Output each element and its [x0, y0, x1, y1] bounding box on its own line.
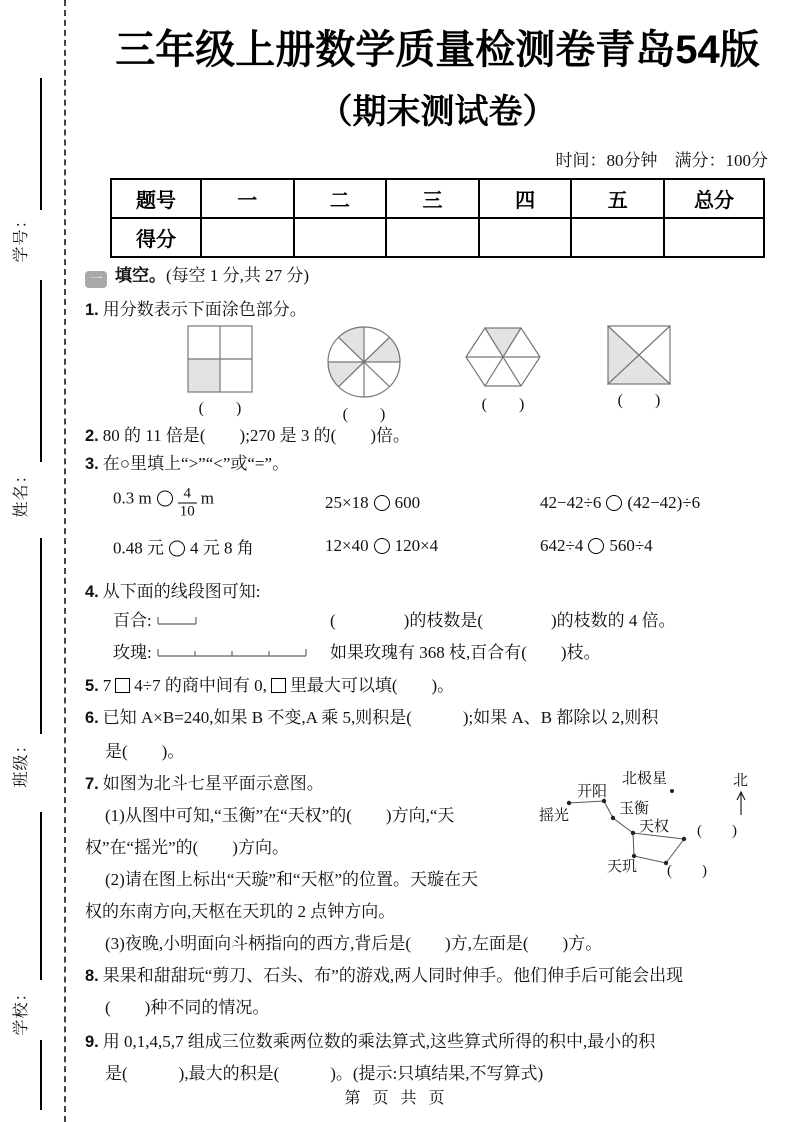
- square-diagonals-figure: [607, 325, 671, 385]
- page-title: 三年级上册数学质量检测卷青岛54版: [115, 28, 760, 72]
- question-number: 2.: [85, 427, 99, 445]
- comparison-row-2: [85, 529, 780, 563]
- score-table-header-cell: 题号: [111, 179, 201, 218]
- circle-eighths-figure: [325, 325, 403, 399]
- question-number: 1.: [85, 301, 99, 319]
- score-cell: [386, 218, 479, 257]
- score-cell: [664, 218, 764, 257]
- comparison-item: 12×40 120×4: [325, 536, 439, 555]
- comparison-item: 0.3 m $\frac{4}{10}$ m: [113, 485, 214, 520]
- question-number: 5.: [85, 677, 99, 695]
- comparison-item: 642÷4 560÷4: [540, 536, 653, 555]
- section-number-badge: 一: [85, 271, 107, 288]
- score-table-header-cell: 二: [294, 179, 387, 218]
- compare-circle: [606, 495, 622, 511]
- question-number: 8.: [85, 967, 99, 985]
- rose-label: 玫瑰:: [113, 643, 152, 662]
- answer-blank: ( ): [481, 396, 525, 413]
- binding-dashed-line: [64, 0, 66, 1122]
- question-6: [85, 705, 780, 731]
- question-number: 7.: [85, 775, 99, 793]
- score-table-score-row: [111, 218, 764, 257]
- north-star-dot: [670, 789, 674, 793]
- margin-rule-line: [40, 280, 42, 462]
- answer-blank: ( ): [342, 406, 386, 423]
- question-7-sub-1-cont: 权”在“摇光”的( )方向。: [85, 838, 289, 857]
- compare-circle: [374, 495, 390, 511]
- question-4: [85, 579, 780, 605]
- question-text: 用分数表示下面涂色部分。: [102, 300, 307, 319]
- unlabeled-star-blank: ( ): [697, 823, 737, 839]
- compare-circle: [169, 541, 185, 557]
- question-9: [85, 1029, 780, 1055]
- star-label-yuheng: 玉衡: [619, 801, 650, 817]
- score-cell: [571, 218, 664, 257]
- north-star-label: 北极星: [622, 771, 668, 787]
- q4-statement-1: ( )的枝数是( )的枝数的 4 倍。: [330, 611, 676, 630]
- page-subtitle: （期末测试卷）: [318, 93, 557, 131]
- score-table-header-cell: 总分: [664, 179, 764, 218]
- compare-circle: [374, 538, 390, 554]
- lily-label: 百合:: [113, 611, 152, 630]
- question-text: 已知 A×B=240,如果 B 不变,A 乘 5,则积是( );如果 A、B 都除以 2,则积: [102, 708, 659, 727]
- fraction-shape-circle-eighths: [325, 325, 403, 426]
- star-label-kaiyang: 开阳: [577, 784, 608, 800]
- star-label-yaoguang: 摇光: [539, 808, 570, 824]
- question-text: 果果和甜甜玩“剪刀、石头、布”的游戏,两人同时伸手。他们伸手后可能会出现: [102, 966, 684, 985]
- question-number: 6.: [85, 709, 99, 727]
- score-table: [110, 178, 765, 258]
- fraction-shape-square-quarters: [187, 325, 253, 420]
- exam-meta: 时间：80分钟 满分：100分: [555, 151, 768, 170]
- lily-segment: [156, 613, 200, 627]
- unlabeled-star-blank: ( ): [667, 863, 707, 879]
- question-text: 如图为北斗七星平面示意图。: [102, 774, 324, 793]
- score-table-header-cell: 五: [571, 179, 664, 218]
- score-row-label: 得分: [111, 218, 201, 257]
- line-diagram-lily: [85, 605, 780, 637]
- question-3: [85, 451, 780, 477]
- comparison-item: 0.48 元 4 元 8 角: [113, 538, 254, 558]
- rose-segment: [156, 645, 310, 659]
- question-5: 5. 7 4÷7 的商中间有 0, 里最大可以填( )。: [85, 676, 455, 695]
- fraction: $\frac{4}{10}$: [179, 485, 195, 520]
- question-text: 从下面的线段图可知:: [102, 582, 261, 601]
- margin-label-name: 姓名：: [13, 466, 30, 518]
- margin-rule-line: [40, 812, 42, 980]
- question-7-block: [85, 771, 780, 957]
- question-6-continued: 是( )。: [105, 742, 185, 761]
- margin-label-class: 班级：: [13, 736, 30, 788]
- question-7-sub-2: (2)请在图上标出“天璇”和“天枢”的位置。天璇在天: [105, 870, 479, 889]
- digit-box: [115, 678, 130, 693]
- question-text: 在○里填上“>”“<”或“=”。: [102, 454, 290, 473]
- question-text: 用 0,1,4,5,7 组成三位数乘两位数的乘法算式,这些算式所得的积中,最小的积: [102, 1032, 656, 1051]
- line-diagram-rose: [85, 637, 780, 669]
- question-8-continued: ( )种不同的情况。: [105, 998, 270, 1017]
- question-number: 9.: [85, 1033, 99, 1051]
- north-label: 北: [733, 773, 749, 789]
- margin-rule-line: [40, 78, 42, 210]
- score-table-header-cell: 三: [386, 179, 479, 218]
- comparison-item: 42−42÷6 (42−42)÷6: [540, 493, 701, 512]
- star-label-tianji: 天玑: [607, 859, 638, 875]
- q4-statement-2: 如果玫瑰有 368 枝,百合有( )枝。: [330, 643, 601, 662]
- compare-circle: [588, 538, 604, 554]
- question-text: 80 的 11 倍是( );270 是 3 的( )倍。: [102, 426, 411, 445]
- question-1: [85, 297, 780, 323]
- question-number: 4.: [85, 583, 99, 601]
- fraction-shapes-row: [85, 325, 780, 423]
- question-8: [85, 963, 780, 989]
- big-dipper-diagram: [537, 763, 790, 883]
- answer-blank: ( ): [198, 400, 242, 417]
- square-quarters-figure: [187, 325, 253, 393]
- digit-box: [271, 678, 286, 693]
- hexagon-sixths-figure: [464, 325, 542, 389]
- margin-label-school: 学校：: [13, 984, 30, 1036]
- margin-label-student-number: 学号：: [13, 211, 30, 263]
- question-9-continued: 是( ),最大的积是( )。(提示:只填结果,不写算式): [105, 1064, 544, 1083]
- star-label-tianquan: 天权: [639, 819, 670, 835]
- score-table-header-row: [111, 179, 764, 218]
- section-title: 填空。: [115, 266, 166, 285]
- comparison-item: 25×18 600: [325, 493, 421, 512]
- fraction-shape-hexagon-sixths: [464, 325, 542, 416]
- page-footer: 第 页 共 页: [344, 1090, 449, 1107]
- answer-blank: ( ): [617, 392, 661, 409]
- score-cell: [201, 218, 294, 257]
- question-7-sub-1: (1)从图中可知,“玉衡”在“天权”的( )方向,“天: [105, 806, 455, 825]
- margin-rule-line: [40, 538, 42, 734]
- score-cell: [479, 218, 572, 257]
- question-7-sub-3: (3)夜晚,小明面向斗柄指向的西方,背后是( )方,左面是( )方。: [105, 934, 603, 953]
- question-7-sub-2-cont: 权的东南方向,天枢在天玑的 2 点钟方向。: [85, 902, 396, 921]
- section-note: (每空 1 分,共 27 分): [166, 266, 310, 285]
- section-one-header: [85, 264, 780, 289]
- score-table-header-cell: 一: [201, 179, 294, 218]
- score-cell: [294, 218, 387, 257]
- compare-circle: [157, 491, 173, 507]
- question-2: [85, 423, 780, 449]
- score-table-header-cell: 四: [479, 179, 572, 218]
- paper-content: [85, 0, 780, 1087]
- fraction-shape-square-diagonals: [607, 325, 671, 412]
- question-number: 3.: [85, 455, 99, 473]
- comparison-row-1: [85, 477, 780, 529]
